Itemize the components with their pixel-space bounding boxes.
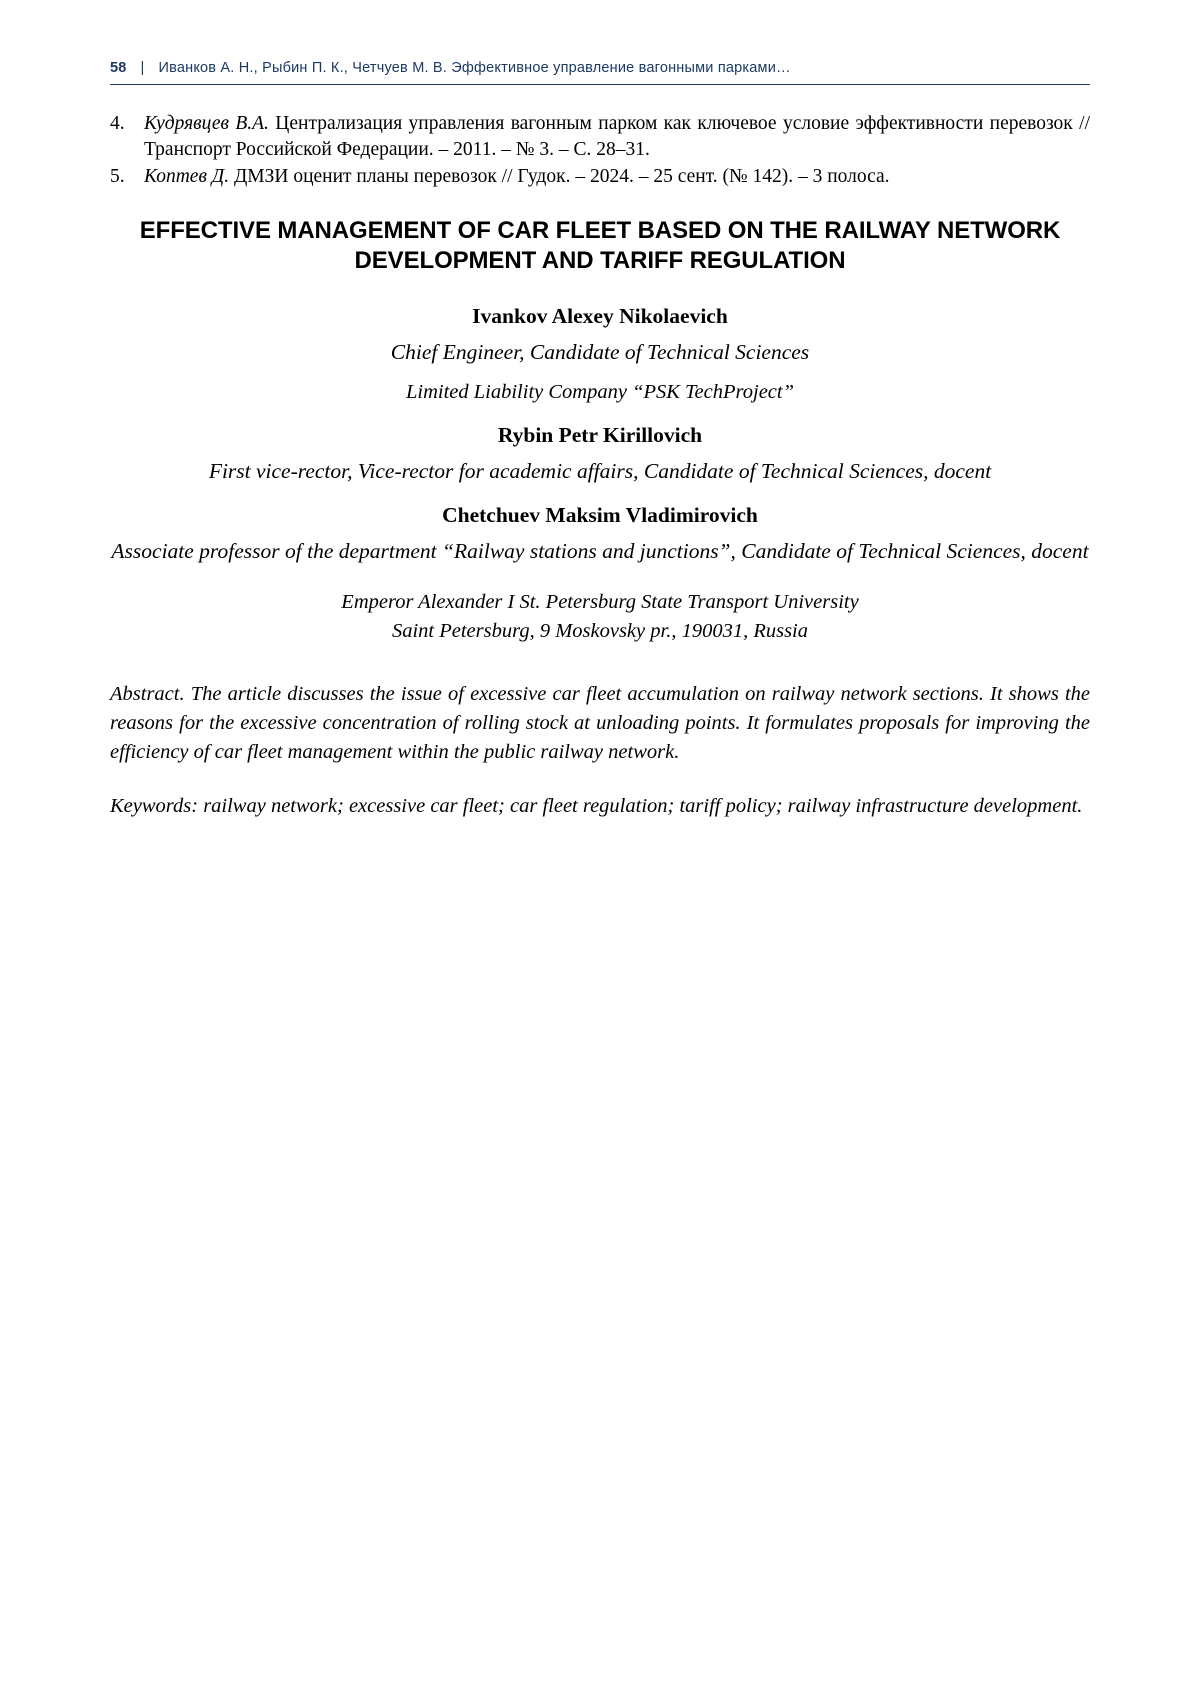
abstract-text: Abstract. The article discusses the issue of excessive car fleet accumulation on railway network sections. It shows the reasons for the excessive concentration of rolling stock at unloading points. It formulates proposals for improving the efficiency of car fleet management within the public railway network. (110, 683, 1090, 763)
keywords-text: Keywords: railway network; excessive car fleet; car fleet regulation; tariff policy; railway infrastructure development. (110, 795, 1083, 818)
reference-author: Коптев Д. (144, 166, 230, 188)
header-divider (110, 84, 1090, 85)
reference-text (144, 164, 1090, 190)
author-role: Associate professor of the department “Railway stations and junctions”, Candidate of Technical Sciences, docent (111, 539, 1089, 564)
running-header (110, 60, 1090, 84)
reference-number: 4. (110, 113, 125, 134)
reference-author: Кудрявцев В.А. (144, 113, 269, 134)
affiliation (110, 588, 1090, 646)
page-title: EFFECTIVE MANAGEMENT OF CAR FLEET BASED ON THE RAILWAY NETWORK DEVELOPMENT AND TARIFF REGULATION (139, 217, 1061, 275)
affiliation-line-2: Saint Petersburg, 9 Moskovsky pr., 190031, Russia (391, 620, 809, 643)
author-block-3 (110, 502, 1090, 566)
reference-number: 5. (110, 166, 125, 188)
list-item (110, 164, 1090, 190)
reference-text (144, 111, 1090, 162)
reference-body: Централизация управления вагонным парком как ключевое условие эффективности перевозок // Транспорт Российской Федерации. – 2011. – № 3. – С. 28–31. (144, 113, 1090, 160)
author-organization: Limited Liability Company “PSK TechProject” (406, 380, 794, 403)
author-name: Chetchuev Maksim Vladimirovich (442, 503, 758, 528)
author-block-1 (110, 303, 1090, 407)
author-name: Rybin Petr Kirillovich (497, 423, 703, 448)
reference-list (110, 111, 1090, 190)
page-content (110, 60, 1090, 842)
list-item (110, 111, 1090, 162)
running-title: Иванков А. Н., Рыбин П. К., Четчуев М. В. Эффективное управление вагонными парками… (158, 60, 791, 76)
page-number: 58 (110, 60, 127, 76)
header-separator: | (140, 60, 145, 76)
affiliation-line-1: Emperor Alexander I St. Petersburg State Transport University (341, 591, 859, 614)
author-name: Ivankov Alexey Nikolaevich (472, 303, 728, 328)
author-role: Chief Engineer, Candidate of Technical Sciences (390, 339, 810, 364)
reference-body: ДМЗИ оценит планы перевозок // Гудок. – 2024. – 25 сент. (№ 142). – 3 полоса. (229, 166, 890, 188)
author-role: First vice-rector, Vice-rector for academic affairs, Candidate of Technical Sciences, docent (208, 459, 992, 484)
author-block-2 (110, 422, 1090, 486)
